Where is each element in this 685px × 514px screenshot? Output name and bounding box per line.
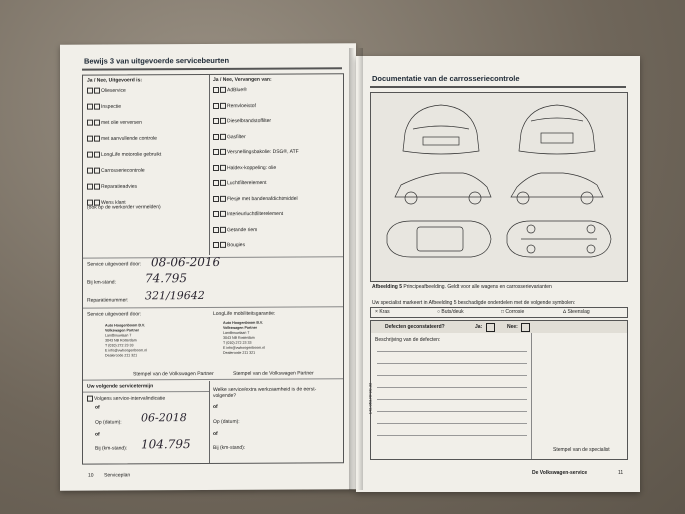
op-date-handwriting: 06-2018 — [141, 411, 187, 425]
yes-checkbox[interactable] — [486, 323, 495, 332]
service-date-handwriting: 08-06-2016 — [151, 254, 221, 270]
checkbox[interactable] — [87, 168, 93, 174]
next-item: Volgens service-intervalindicatie — [87, 395, 165, 402]
km-label-right: Bij (km-stand): — [213, 444, 246, 451]
checkbox[interactable] — [220, 226, 226, 232]
stamp-caption-left: Stempel van de Volkswagen Partner — [133, 370, 214, 378]
next-service-header: Uw volgende servicetermijn — [87, 383, 154, 390]
divider — [83, 378, 343, 380]
replacement-item: Getande riem — [213, 226, 257, 233]
col2-header: Ja / Nee, Vervangen van: — [213, 76, 272, 83]
stamp-line: Landbouwlaan 7 — [105, 333, 132, 338]
writing-line — [377, 411, 527, 412]
checkbox[interactable] — [220, 211, 226, 217]
replacement-item: AdBlue® — [213, 87, 247, 94]
checkbox[interactable] — [94, 136, 100, 142]
writing-line — [377, 375, 527, 376]
next-question: Welke service/extra werkzaamheid is de eerst-volgende? — [213, 386, 317, 399]
km2-handwriting: 104.795 — [141, 437, 191, 452]
km2-label: Bij (km-stand): — [95, 445, 128, 452]
writing-line — [377, 351, 527, 352]
right-page — [356, 56, 640, 492]
car-top-view — [387, 221, 491, 257]
checkbox[interactable] — [220, 242, 226, 248]
checkbox[interactable] — [213, 195, 219, 201]
checkbox[interactable] — [213, 211, 219, 217]
checkbox[interactable] — [213, 102, 219, 108]
writing-line — [377, 363, 527, 364]
stamp-line: 3043 NB Rotterdam — [223, 335, 255, 340]
marking-text: Uw specialist markeert in Afbeelding 5 beschadigde onderdelen met de volgende symbolen: — [372, 300, 576, 306]
stamp-line: 3043 NB Rotterdam — [105, 338, 137, 343]
stamp-line: Dealercode 211 321 — [223, 350, 256, 355]
symbol-stone-chip: ∆ Steenslag — [563, 309, 590, 315]
km-label: Bij km-stand: — [87, 279, 116, 286]
replacement-item: Remvloeistof — [213, 102, 256, 109]
replacement-item: Gasfilter — [213, 133, 246, 139]
checkbox[interactable] — [87, 184, 93, 190]
checkbox[interactable] — [213, 133, 219, 139]
checkbox[interactable] — [213, 242, 219, 248]
checkbox[interactable] — [213, 164, 219, 170]
writing-line — [377, 435, 527, 436]
symbol-dent: ○ Buts/deuk — [437, 309, 464, 315]
page-name-right: De Volkswagen-service — [532, 470, 588, 476]
stamp-line: Auto Hoogenboom B.V. — [105, 323, 145, 328]
checkbox[interactable] — [94, 168, 100, 174]
writing-line — [377, 399, 527, 400]
specialist-stamp-caption: Stempel van de specialist — [553, 447, 610, 453]
replacement-item: Luchtfilterelement — [213, 180, 266, 187]
replacement-item: Haldex-koppeling: olie — [213, 164, 276, 171]
service-item: met olie verversen — [87, 119, 142, 126]
title-rule — [82, 67, 342, 70]
no-checkbox[interactable] — [521, 323, 530, 332]
done-by-label: Service uitgevoerd door: — [87, 311, 142, 318]
stamp-caption-right: Stempel van de Volkswagen Partner — [233, 370, 314, 377]
checkbox[interactable] — [220, 133, 226, 139]
writing-line — [377, 423, 527, 424]
checkbox[interactable] — [220, 180, 226, 186]
defects-form — [370, 320, 628, 460]
checkbox[interactable] — [213, 118, 219, 124]
checkbox[interactable] — [220, 164, 226, 170]
checkbox[interactable] — [220, 102, 226, 108]
op-date-label: Op (datum): — [95, 419, 122, 426]
car-front-view — [403, 105, 479, 154]
checkbox[interactable] — [87, 104, 93, 110]
page-name-left: Serviceplan — [104, 472, 131, 479]
stamp-line: Landbouwlaan 7 — [223, 330, 250, 335]
checkbox[interactable] — [87, 152, 93, 158]
checkbox[interactable] — [87, 136, 93, 142]
replacement-item: Flesje met bandenafdichtmiddel — [213, 195, 298, 202]
dealer-stamp-left — [105, 323, 147, 358]
service-item: LongLife motorolie gebruikt — [87, 151, 161, 158]
no-label: Nee: — [507, 324, 518, 330]
stamp-line: Dealercode 211 321 — [105, 353, 138, 358]
service-item: Wens klant (ook op de werkorder vermelden) — [87, 199, 161, 211]
checkbox[interactable] — [220, 149, 226, 155]
checkbox[interactable] — [220, 87, 226, 93]
stamp-line: T (010) 272 23 33 — [223, 340, 252, 345]
car-outlines-svg — [371, 93, 627, 281]
of-label: of — [213, 403, 218, 410]
book-spine — [349, 48, 363, 490]
stamp-line: Volkswagen Partner — [105, 328, 140, 333]
service-item: Reparatieadvies — [87, 183, 137, 190]
checkbox[interactable] — [87, 88, 93, 94]
divider — [83, 306, 343, 308]
stamp-line: E info@vwhoogenboom.nl — [105, 348, 148, 353]
car-side-left — [395, 173, 491, 197]
writing-line — [377, 387, 527, 388]
col1-header: Ja / Nee, Uitgevoerd is: — [87, 77, 143, 84]
right-page-title: Documentatie van de carrosseriecontrole — [372, 74, 520, 83]
longlife-label: LongLife mobiliteitsgarantie: — [213, 310, 276, 317]
stamp-line: Auto Hoogenboom B.V. — [223, 320, 263, 325]
left-page-title: Bewijs 3 van uitgevoerde servicebeurten — [84, 55, 230, 66]
column-divider — [209, 381, 210, 463]
stamp-line: Volkswagen Partner — [223, 325, 258, 330]
page-number-right: 11 — [618, 470, 624, 476]
op-date-label-right: Op (datum): — [213, 418, 240, 425]
service-item: Olieservice — [87, 87, 126, 94]
checkbox[interactable] — [213, 149, 219, 155]
of-label: of — [95, 431, 100, 438]
column-divider — [531, 333, 532, 459]
checkbox[interactable] — [213, 87, 219, 93]
symbol-scratch: × Kras — [375, 309, 390, 315]
of-label: of — [213, 430, 218, 437]
divider — [83, 391, 209, 393]
side-code: 142.053.RF9C.32 — [367, 382, 373, 415]
symbol-corrosion: □ Corrosie — [501, 309, 525, 315]
title-rule — [370, 86, 626, 88]
service-date-label: Service uitgevoerd door: — [87, 261, 142, 268]
checkbox[interactable] — [94, 88, 100, 94]
checkbox[interactable] — [220, 195, 226, 201]
checkbox[interactable] — [220, 118, 226, 124]
checkbox[interactable] — [94, 104, 100, 110]
service-item: met aanvullende controle — [87, 135, 157, 142]
stamp-line: T (010) 272 23 33 — [105, 343, 134, 348]
service-form — [82, 73, 344, 464]
car-diagram — [370, 92, 628, 282]
replacement-item: Bougies — [213, 242, 245, 248]
replacement-item: Versnellingsbakolie: DSG®, ATF — [213, 149, 299, 156]
checkbox[interactable] — [94, 184, 100, 190]
car-rear-view — [519, 105, 595, 154]
replacement-item: Interieurluchtfilterelement — [213, 211, 283, 218]
of-label: of — [95, 404, 100, 411]
stamp-line: E info@vwhoogenboom.nl — [223, 345, 266, 350]
checkbox[interactable] — [94, 152, 100, 158]
left-page — [60, 43, 356, 491]
page-number-left: 10 — [88, 472, 94, 479]
order-handwriting: 321/19642 — [145, 289, 205, 303]
dealer-stamp-right — [223, 321, 265, 356]
figure-caption: Afbeelding 5 Principeafbeelding. Geldt voor alle wagens en carrosserievarianten — [372, 284, 552, 290]
column-divider — [209, 75, 210, 255]
replacement-item: Dieselbrandstoffilter — [213, 118, 271, 125]
checkbox[interactable] — [87, 120, 93, 126]
yes-label: Ja: — [475, 324, 483, 330]
symbol-legend — [370, 307, 628, 318]
km-handwriting: 74.795 — [145, 271, 187, 286]
defects-label: Defecten geconstateerd? — [385, 324, 445, 330]
checkbox[interactable] — [213, 226, 219, 232]
service-item: Inspectie — [87, 103, 121, 110]
car-side-right — [511, 173, 603, 197]
checkbox[interactable] — [87, 396, 93, 402]
service-item: Carrosseriecontrole — [87, 167, 145, 174]
checkbox[interactable] — [213, 180, 219, 186]
describe-label: Beschrijving van de defecten: — [375, 337, 441, 343]
checkbox[interactable] — [94, 120, 100, 126]
order-label: Reparatienummer: — [87, 297, 129, 304]
